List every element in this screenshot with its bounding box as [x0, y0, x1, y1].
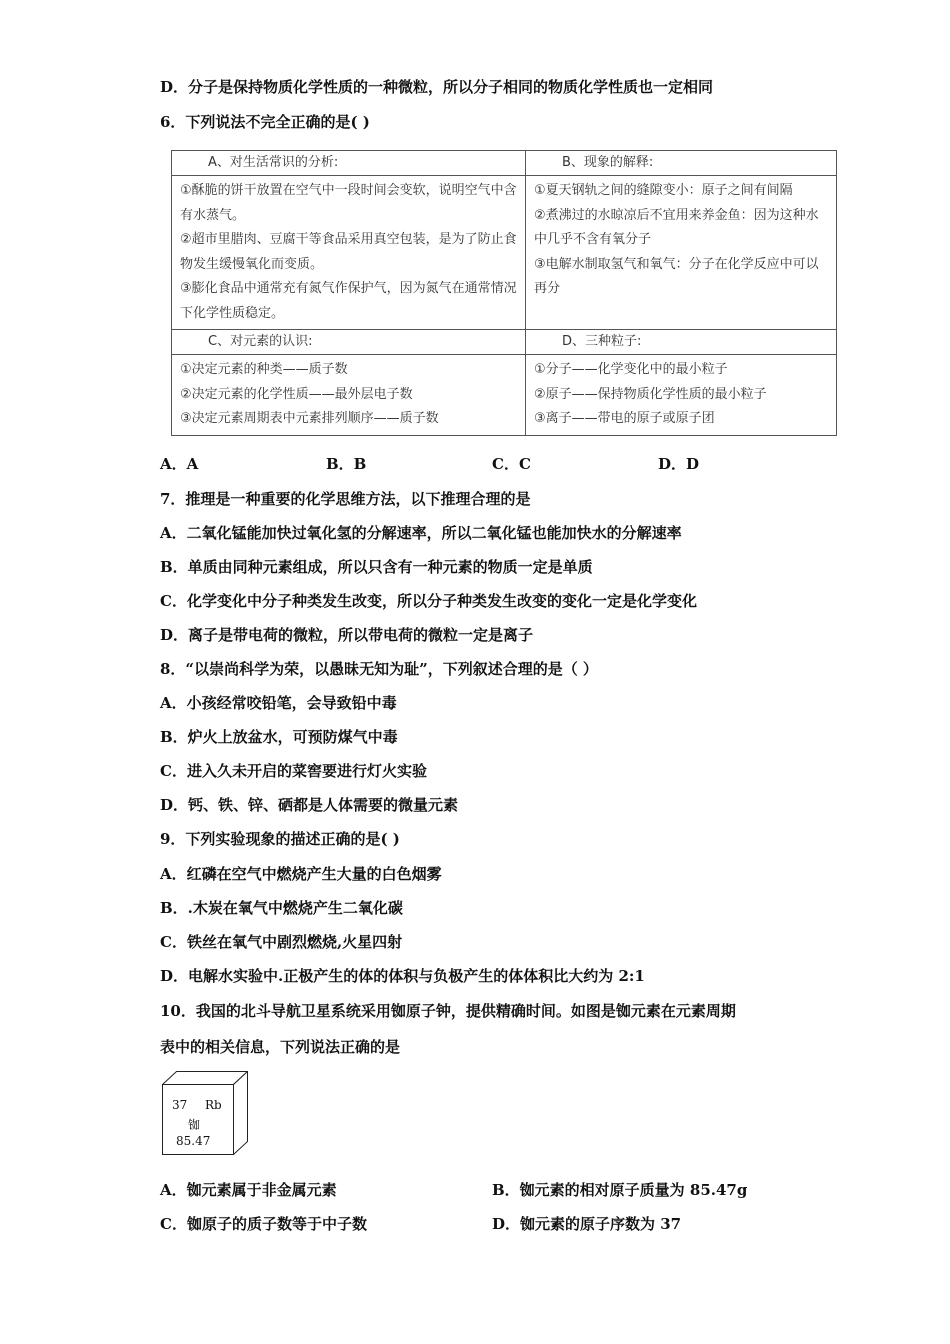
q6-c-item: ①决定元素的种类——质子数 — [180, 362, 348, 377]
q6-a-item: ③膨化食品中通常充有氮气作保护气，因为氮气在通常情况下化学性质稳定。 — [180, 281, 517, 321]
q6-option-c: C．C — [492, 455, 531, 473]
q10-option-d: D．铷元素的原子序数为 37 — [492, 1215, 682, 1233]
q6-cell-d-body — [526, 355, 837, 436]
q7-option-c: C．化学变化中分子种类发生改变，所以分子种类发生改变的变化一定是化学变化 — [160, 592, 697, 610]
q5-option-d: D．分子是保持物质化学性质的一种微粒，所以分子相同的物质化学性质也一定相同 — [160, 78, 714, 96]
q7-stem: 7．推理是一种重要的化学思维方法，以下推理合理的是 — [160, 490, 531, 508]
q8-option-d: D．钙、铁、锌、硒都是人体需要的微量元素 — [160, 796, 459, 814]
q6-cell-c-body — [172, 355, 526, 436]
q6-cell-d-header: D、三种粒子: — [526, 330, 837, 355]
q9-stem: 9．下列实验现象的描述正确的是( ) — [160, 830, 400, 848]
q6-b-item: ①夏天钢轨之间的缝隙变小：原子之间有间隔 — [534, 183, 793, 198]
q10-option-c: C．铷原子的质子数等于中子数 — [160, 1215, 367, 1233]
element-name: 铷 — [188, 1118, 201, 1132]
q6-d-item: ③离子——带电的原子或原子团 — [534, 411, 715, 426]
element-card-rubidium — [162, 1071, 248, 1155]
element-symbol: Rb — [205, 1098, 222, 1112]
q6-c-item: ②决定元素的化学性质——最外层电子数 — [180, 386, 413, 402]
q6-b-item: ②煮沸过的水晾凉后不宜用来养金鱼：因为这种水中几乎不含有氧分子 — [534, 207, 819, 247]
q6-cell-b-header: B、现象的解释: — [526, 151, 837, 176]
q7-option-b: B．单质由同种元素组成，所以只含有一种元素的物质一定是单质 — [160, 558, 593, 576]
q6-a-item: ②超市里腊肉、豆腐干等食品采用真空包装，是为了防止食物发生缓慢氧化而变质。 — [180, 232, 517, 272]
q7-option-a: A．二氧化锰能加快过氧化氢的分解速率，所以二氧化锰也能加快水的分解速率 — [160, 524, 682, 542]
q10-option-a: A．铷元素属于非金属元素 — [160, 1181, 337, 1199]
q6-d-item: ②原子——保持物质化学性质的最小粒子 — [534, 386, 767, 402]
q8-option-c: C．进入久未开启的菜窖要进行灯火实验 — [160, 762, 427, 780]
q8-stem: 8．“以崇尚科学为荣，以愚昧无知为耻”，下列叙述合理的是（ ） — [160, 660, 598, 678]
q8-option-b: B．炉火上放盆水，可预防煤气中毒 — [160, 728, 398, 746]
q6-c-item: ③决定元素周期表中元素排列顺序——质子数 — [180, 411, 439, 426]
q10-stem-line2: 表中的相关信息，下列说法正确的是 — [160, 1038, 401, 1056]
q6-a-item: ①酥脆的饼干放置在空气中一段时间会变软，说明空气中含有水蒸气。 — [180, 183, 517, 223]
q10-option-b: B．铷元素的相对原子质量为 85.47g — [492, 1181, 748, 1199]
q9-option-d: D．电解水实验中.正极产生的体的体积与负极产生的体体积比大约为 2:1 — [160, 967, 645, 985]
q9-option-b: B．.木炭在氧气中燃烧产生二氧化碳 — [160, 899, 403, 917]
q9-option-c: C．铁丝在氧气中剧烈燃烧,火星四射 — [160, 933, 403, 951]
element-mass: 85.47 — [176, 1134, 211, 1148]
q7-option-d: D．离子是带电荷的微粒，所以带电荷的微粒一定是离子 — [160, 626, 534, 644]
q6-b-item: ③电解水制取氢气和氧气：分子在化学反应中可以再分 — [534, 256, 819, 296]
q8-option-a: A．小孩经常咬铅笔，会导致铅中毒 — [160, 694, 397, 712]
q10-stem-line1: 10．我国的北斗导航卫星系统采用铷原子钟，提供精确时间。如图是铷元素在元素周期 — [160, 1002, 736, 1020]
q6-stem: 6．下列说法不完全正确的是( ) — [160, 113, 370, 131]
q9-option-a: A．红磷在空气中燃烧产生大量的白色烟雾 — [160, 865, 442, 883]
q6-option-d: D．D — [658, 455, 700, 473]
q6-d-item: ①分子——化学变化中的最小粒子 — [534, 362, 728, 377]
q6-table — [171, 150, 837, 436]
element-atomic-number: 37 — [172, 1098, 188, 1112]
q6-cell-b-body — [526, 176, 837, 330]
q6-cell-c-header: C、对元素的认识: — [172, 330, 526, 355]
q6-cell-a-header: A、对生活常识的分析: — [172, 151, 526, 176]
q6-option-b: B．B — [326, 455, 367, 473]
q6-option-a: A．A — [160, 455, 199, 473]
q6-cell-a-body — [172, 176, 526, 330]
